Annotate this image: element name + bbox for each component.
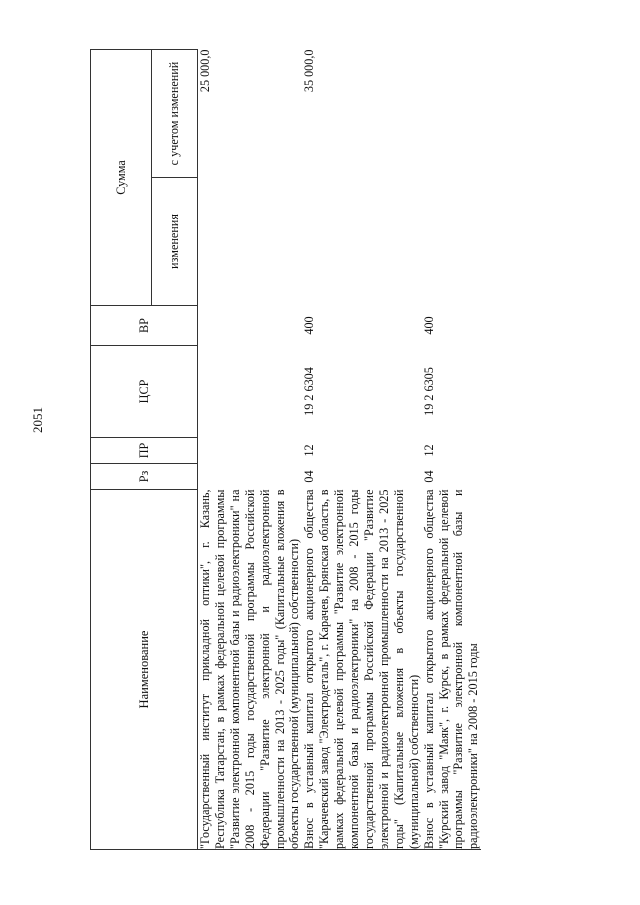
table-row: [198, 49, 303, 849]
row-name: "Государственный институт прикладной оптики", г. Казань, Республика Татарстан, в рамках федеральной целевой программы "Развитие электронной компонентной базы и радиоэлектроники" на 2008 - 2015 годы государственной программы Российской Федерации "Развитие электронной и радиоэлектронной промышленности на 2013 - 2025 годы" (Капитальные вложения в объекты государственной (муниципальной) собственности): [198, 489, 302, 849]
row-with-change: [422, 49, 482, 177]
row-change: [422, 178, 482, 306]
page-number: 2051: [30, 407, 45, 433]
row-with-change: 25 000,0: [198, 49, 212, 93]
row-pr: 12: [302, 444, 317, 457]
header-csr: ЦСР: [91, 346, 198, 438]
row-rz: [198, 464, 303, 490]
row-vr: [198, 306, 303, 346]
row-pr: 12: [421, 444, 436, 457]
row-csr: [198, 346, 303, 438]
header-rz: Рз: [91, 464, 198, 490]
row-csr: 19 2 6304: [302, 367, 317, 416]
header-vr: ВР: [91, 306, 198, 346]
header-with-change: с учетом изменений: [152, 49, 198, 177]
header-change: изменения: [152, 178, 198, 306]
table-row: [422, 49, 482, 849]
row-with-change: 35 000,0: [302, 49, 317, 93]
row-vr: 400: [421, 316, 436, 335]
row-change: [198, 178, 303, 306]
rotated-page-content: [90, 50, 595, 850]
row-name: Взнос в уставный капитал открытого акционерного общества "Карачевский завод "Электродеталь", г. Карачев, Брянская область, в рамках федеральной целевой программы "Развитие электронной компонентной базы и радиоэлектроники" на 2008 - 2015 годы государственной программы Российской Федерации "Развитие электронной и радиоэлектронной промышленности на 2013 - 2025 годы" (Капитальные вложения в объекты государственной (муниципальной) собственности): [302, 489, 421, 849]
header-name: Наименование: [91, 490, 198, 850]
row-change: [302, 178, 421, 306]
header-pr: ПР: [91, 438, 198, 464]
budget-table: [90, 49, 481, 850]
header-sum: Сумма: [91, 49, 152, 305]
row-pr: [198, 438, 303, 464]
table-row: [302, 49, 421, 849]
row-rz: 04: [302, 470, 317, 483]
row-name: Взнос в уставный капитал открытого акционерного общества "Курский завод "Маяк", г. Курск, в рамках федеральной целевой программы "Развитие электронной компонентной базы и радиоэлектроники" на 2008 - 2015 годы: [421, 489, 481, 849]
row-csr: 19 2 6305: [421, 367, 436, 416]
row-rz: 04: [421, 470, 436, 483]
row-vr: 400: [302, 316, 317, 335]
